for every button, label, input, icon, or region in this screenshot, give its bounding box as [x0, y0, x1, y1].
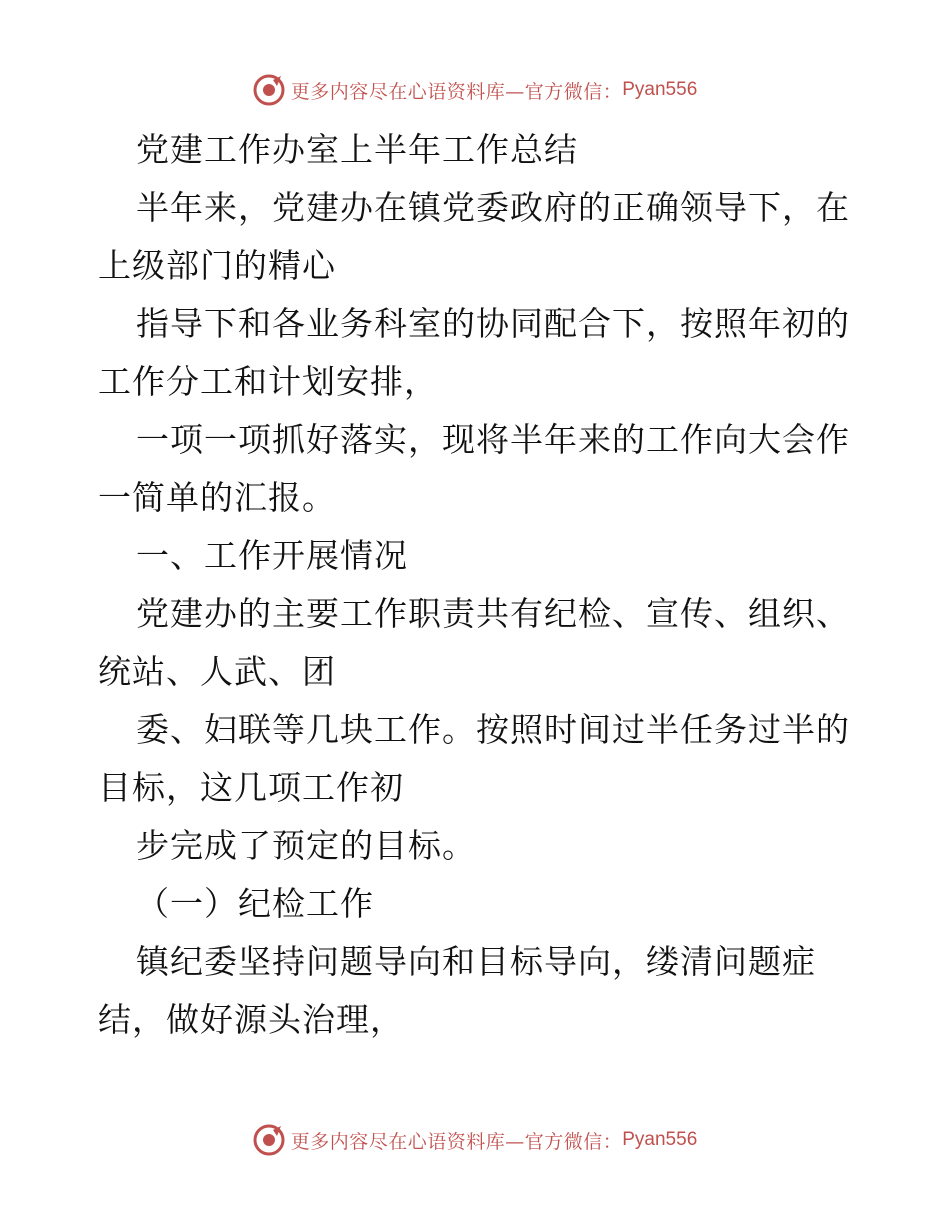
footer-watermark-banner: [0, 1120, 950, 1160]
paragraph: 委、妇联等几块工作。按照时间过半任务过半的目标，这几项工作初: [98, 710, 850, 807]
paragraph: 一项一项抓好落实，现将半年来的工作向大会作一简单的汇报。: [98, 420, 850, 517]
document-body: [98, 121, 858, 1049]
header-watermark-banner: [0, 70, 950, 110]
section-heading: 一、工作开展情况: [136, 536, 408, 575]
watermark-text: 更多内容尽在心语资料库—官方微信：: [290, 1130, 623, 1153]
watermark-wechat-id: Pyan556: [622, 1129, 698, 1150]
subsection-heading: （一）纪检工作: [136, 884, 374, 923]
library-logo-icon: [253, 1124, 285, 1156]
paragraph: 步完成了预定的目标。: [136, 826, 476, 865]
document-title: 党建工作办室上半年工作总结: [136, 130, 578, 169]
paragraph: 党建办的主要工作职责共有纪检、宣传、组织、统站、人武、团: [98, 594, 850, 691]
watermark-text: 更多内容尽在心语资料库—官方微信：: [290, 80, 623, 103]
paragraph: 镇纪委坚持问题导向和目标导向，缕清问题症结，做好源头治理，: [98, 942, 816, 1039]
library-logo-icon: [253, 74, 285, 106]
paragraph: 指导下和各业务科室的协同配合下，按照年初的工作分工和计划安排，: [98, 304, 850, 401]
paragraph: 半年来，党建办在镇党委政府的正确领导下，在上级部门的精心: [98, 188, 850, 285]
watermark-wechat-id: Pyan556: [622, 79, 698, 100]
